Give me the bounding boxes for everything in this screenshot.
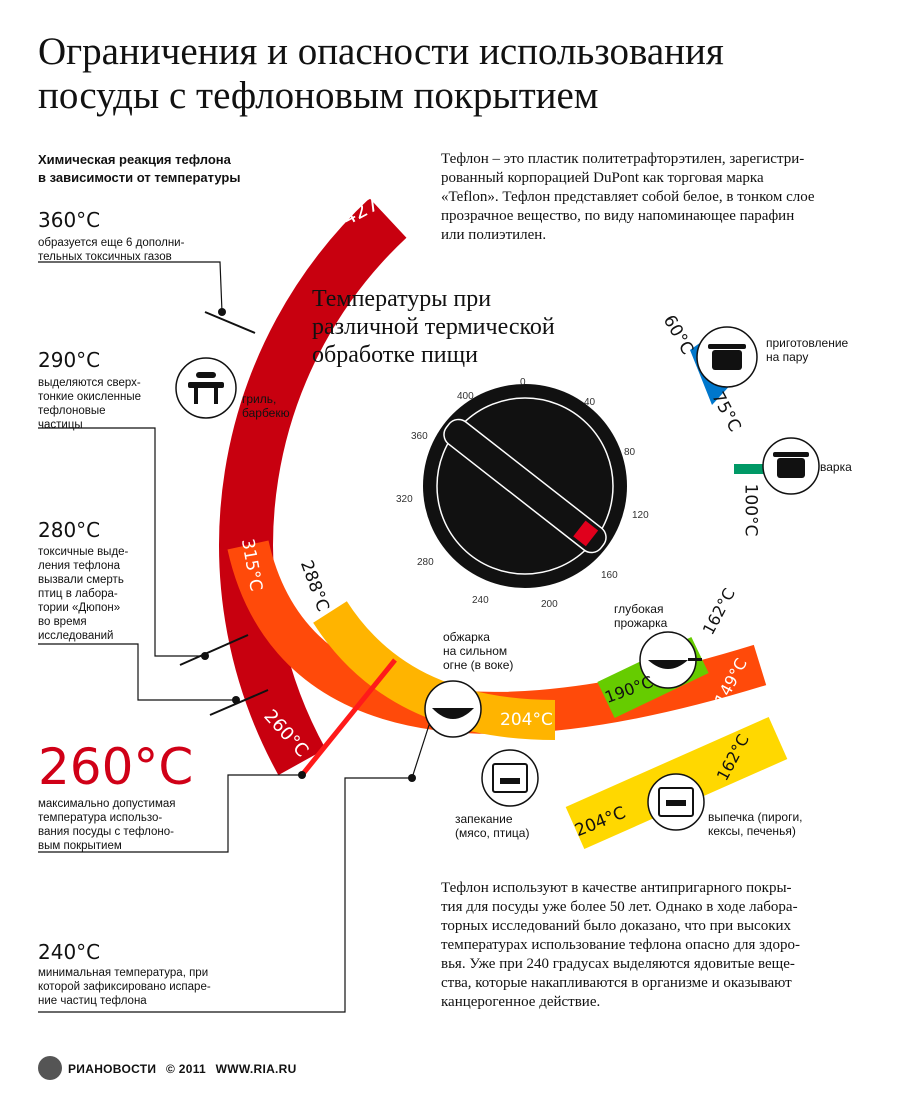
note-line: минимальная температура, при xyxy=(38,967,209,979)
note-line: вызвали смерть xyxy=(38,574,124,586)
temp-240-heading: 240°C xyxy=(38,940,101,964)
note-line: ления тефлона xyxy=(38,560,121,572)
note-line: температура использо- xyxy=(38,812,163,824)
label-line: запекание xyxy=(455,812,513,826)
arc-label-162-top: 162°C xyxy=(698,585,739,638)
wok-label xyxy=(443,630,513,672)
arc-label-149: 149°C xyxy=(710,655,751,708)
label-line: гриль, xyxy=(242,392,277,406)
note-line: исследований xyxy=(38,630,114,642)
label-line: огне (в воке) xyxy=(443,658,514,672)
note-line: частицы xyxy=(38,419,83,431)
note-line: максимально допустимая xyxy=(38,798,176,810)
intro-line: Тефлон – это пластик политетрафторэтилен, зарегистри- xyxy=(441,151,805,167)
arc-label-204: 204°C xyxy=(500,710,553,730)
label-line: варка xyxy=(820,460,852,474)
bake-meat-label xyxy=(455,812,529,840)
arc-label-315: 315°C xyxy=(236,537,266,593)
intro-line: рованный корпорацией DuPont как торговая марка xyxy=(441,170,764,186)
dial-heading-line: различной термической xyxy=(312,314,555,340)
grill-label xyxy=(242,392,290,420)
note-line: вым покрытием xyxy=(38,840,122,852)
ria-logo-icon xyxy=(38,1056,62,1080)
dial-tick-label: 400 xyxy=(457,391,474,402)
arc-label-190: 190°C xyxy=(602,672,656,707)
temp-280-note xyxy=(38,545,128,643)
note-line: во время xyxy=(38,616,87,628)
temp-280-heading: 280°C xyxy=(38,518,101,542)
outro-paragraph xyxy=(441,879,861,1012)
footer-site: WWW.RIA.RU xyxy=(215,1062,297,1076)
footer-brand: РИАНОВОСТИ xyxy=(68,1062,157,1076)
note-line: ние частиц тефлона xyxy=(38,995,147,1007)
outro-line: торных исследований было доказано, что при высоких xyxy=(441,918,792,934)
note-line: которой зафиксировано испаре- xyxy=(38,981,211,993)
temp-360-heading: 360°C xyxy=(38,208,101,232)
temp-240-note xyxy=(38,966,211,1008)
arc-label-162-bottom: 162°C xyxy=(712,731,753,784)
outro-line: температурах использование тефлона опасно для здоро- xyxy=(441,937,800,953)
label-line: барбекю xyxy=(242,406,290,420)
arc-label-75: 75°C xyxy=(707,388,745,436)
intro-line: «Teflon». Тефлон представляет собой белое, в тонком слое xyxy=(441,189,815,205)
dial-tick-label: 200 xyxy=(541,599,558,610)
outro-line: ства, которые накапливаются в организме и оказывают xyxy=(441,975,792,991)
dial-tick-label: 80 xyxy=(624,447,636,458)
title-line-2: посуды с тефлоновым покрытием xyxy=(38,74,599,117)
outro-line: Тефлон используют в качестве антипригарного покры- xyxy=(441,880,792,896)
band-green-boil xyxy=(734,464,764,474)
temp-260-note xyxy=(38,797,176,853)
label-line: выпечка (пироги, xyxy=(708,810,803,824)
note-line: птиц в лабора- xyxy=(38,588,118,600)
outro-line: вья. Уже при 240 градусах выделяются ядовитые веще- xyxy=(441,956,795,972)
subtitle-line-1: Химическая реакция тефлона xyxy=(38,152,231,167)
label-line: приготовление xyxy=(766,336,849,350)
label-line: обжарка xyxy=(443,630,490,644)
boil-label xyxy=(820,460,852,474)
label-line: прожарка xyxy=(614,616,668,630)
subtitle-line-2: в зависимости от температуры xyxy=(38,170,241,185)
arc-label-100: 100°C xyxy=(740,483,761,537)
dial-tick-label: 0 xyxy=(520,377,526,388)
note-line: тории «Дюпон» xyxy=(38,602,121,614)
outro-line: канцерогенное действие. xyxy=(441,994,601,1010)
temp-360-note xyxy=(38,236,184,264)
temp-290-heading: 290°C xyxy=(38,348,101,372)
steam-label xyxy=(766,336,848,364)
footer-copyright: © 2011 xyxy=(165,1062,206,1076)
note-line: выделяются сверх- xyxy=(38,377,141,389)
arc-label-260: 260°C xyxy=(259,705,313,762)
label-line: на сильном xyxy=(443,644,508,658)
note-line: тонкие окисленные xyxy=(38,391,142,403)
label-line: (мясо, птица) xyxy=(455,826,530,840)
temperature-dial xyxy=(423,384,627,588)
dial-tick-label: 160 xyxy=(601,570,618,581)
dial-tick-label: 280 xyxy=(417,557,434,568)
note-line: образуется еще 6 дополни- xyxy=(38,237,185,249)
temp-260-heading: 260°C xyxy=(38,738,194,796)
note-line: тельных токсичных газов xyxy=(38,251,172,263)
dial-tick-label: 360 xyxy=(411,431,428,442)
dial-tick-label: 320 xyxy=(396,494,413,505)
note-line: вания посуды с тефлоно- xyxy=(38,826,174,838)
title-line-1: Ограничения и опасности использования xyxy=(38,30,724,73)
intro-line: прозрачное вещество, по виду напоминающее парафин xyxy=(441,208,795,224)
footer xyxy=(68,1062,297,1076)
intro-line: или полиэтилен. xyxy=(441,227,547,243)
dial-tick-label: 240 xyxy=(472,595,489,606)
arc-label-60: 60°C xyxy=(658,311,698,359)
dial-heading-line: Температуры при xyxy=(312,286,492,312)
temp-290-note xyxy=(38,376,141,432)
dial-heading xyxy=(312,285,555,369)
outro-line: тия для посуды уже более 50 лет. Однако в ходе лабора- xyxy=(441,899,798,915)
dial-tick-label: 120 xyxy=(632,510,649,521)
arc-label-288: 288°C xyxy=(295,557,333,615)
note-line: тефлоновые xyxy=(38,405,106,417)
label-line: глубокая xyxy=(614,602,664,616)
deepfry-label xyxy=(614,602,667,630)
dial-heading-line: обработке пищи xyxy=(312,342,478,368)
arc-label-427: 427°C xyxy=(338,179,405,231)
dial-tick-label: 40 xyxy=(584,397,596,408)
label-line: кексы, печенья) xyxy=(708,824,796,838)
label-line: на пару xyxy=(766,350,809,364)
pastry-label xyxy=(708,810,803,838)
arc-label-204-pastry: 204°C xyxy=(572,802,629,842)
note-line: токсичные выде- xyxy=(38,546,129,558)
